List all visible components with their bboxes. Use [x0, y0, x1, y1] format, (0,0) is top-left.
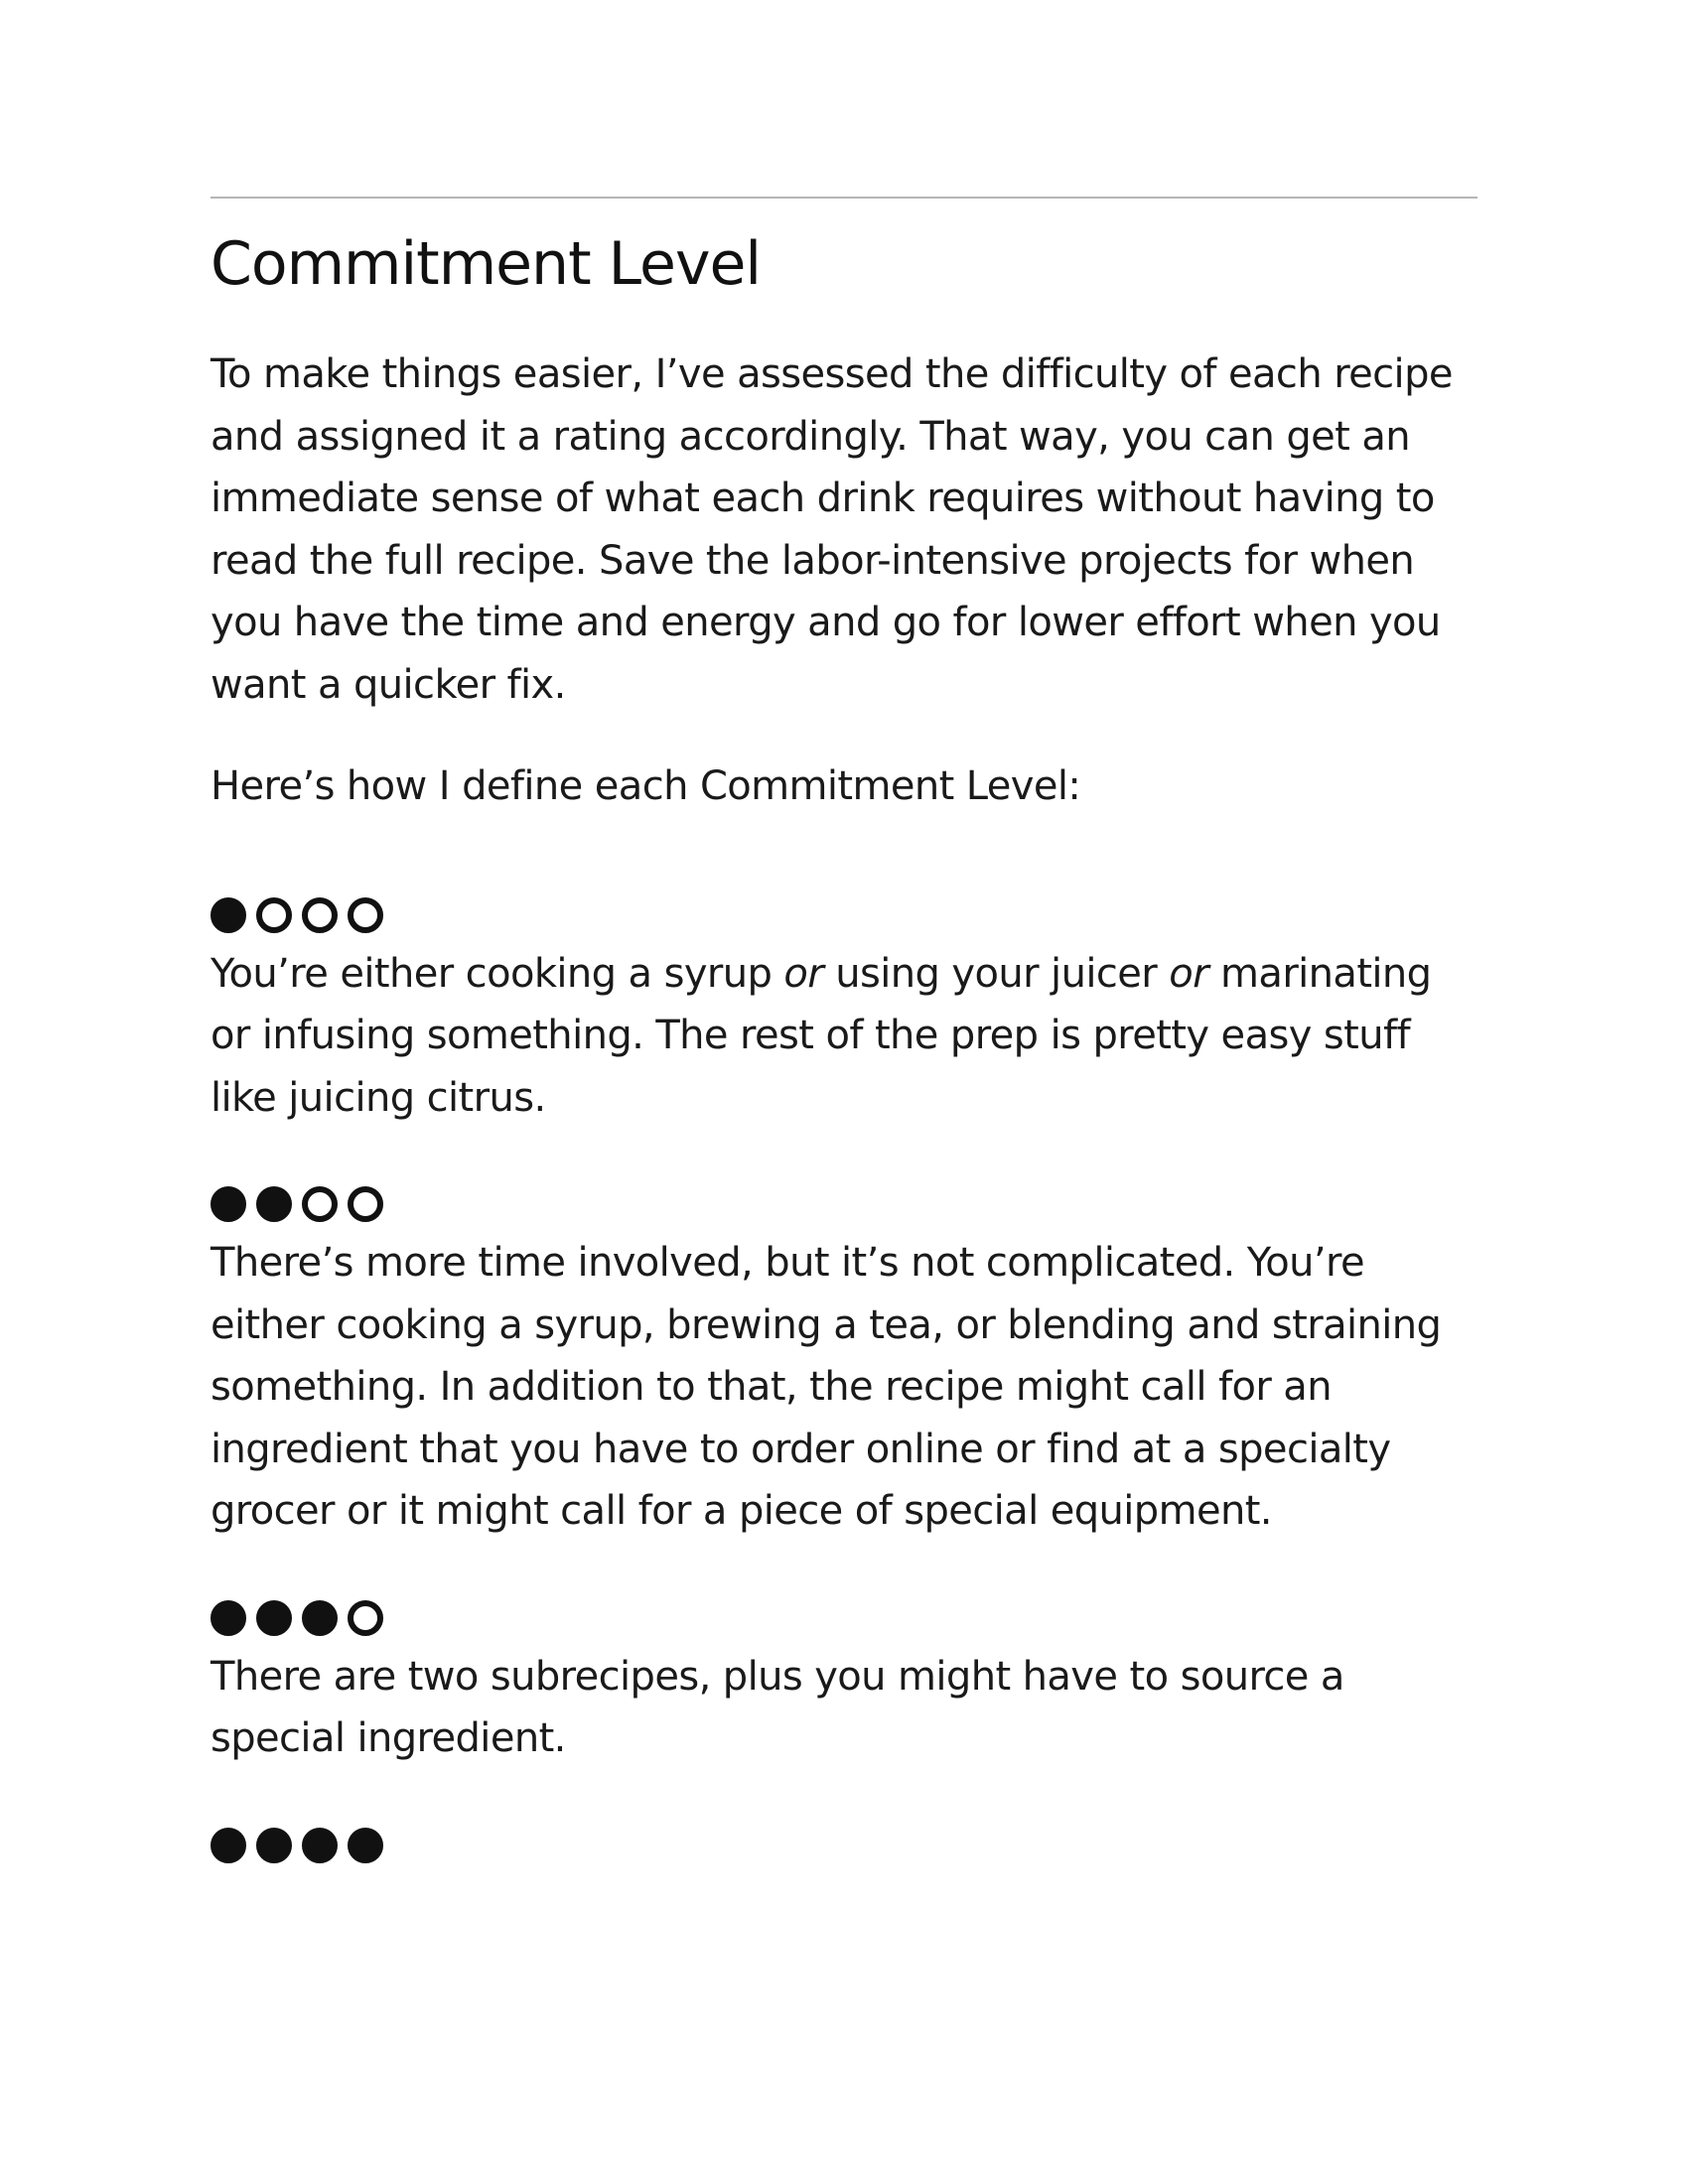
level-1-text-c: marinating or infusing something. The rest of the prep is pretty easy stuff like juicing citrus. [211, 950, 1432, 1121]
empty-dot-icon [302, 1186, 338, 1222]
filled-dot-icon [256, 1828, 292, 1863]
filled-dot-icon [348, 1828, 383, 1863]
filled-dot-icon [302, 1828, 338, 1863]
filled-dot-icon [256, 1186, 292, 1222]
rating-dots [211, 1828, 1477, 1863]
section-title: Commitment Level [211, 229, 762, 299]
page [211, 197, 1477, 1921]
filled-dot-icon [302, 1600, 338, 1636]
empty-dot-icon [256, 897, 292, 933]
level-1-emphasis-or: or [783, 950, 824, 997]
rating-dots [211, 1600, 1477, 1636]
filled-dot-icon [211, 1828, 246, 1863]
filled-dot-icon [211, 1186, 246, 1222]
level-1 [211, 897, 1477, 1130]
level-1-text-a: You’re either cooking a syrup [211, 950, 784, 997]
rating-dots [211, 1186, 1477, 1222]
empty-dot-icon [348, 897, 383, 933]
howto-paragraph: Here’s how I define each Commitment Level: [211, 763, 1081, 809]
rating-dots [211, 897, 1477, 933]
level-1-description [211, 943, 1477, 1130]
level-3 [211, 1600, 1477, 1770]
level-3-description: There are two subrecipes, plus you might have to source a special ingredient. [211, 1653, 1344, 1761]
level-1-text-b: using your juicer [823, 950, 1170, 997]
level-4 [211, 1828, 1477, 1863]
top-rule [211, 197, 1477, 199]
empty-dot-icon [348, 1600, 383, 1636]
empty-dot-icon [348, 1186, 383, 1222]
level-2 [211, 1186, 1477, 1543]
filled-dot-icon [256, 1600, 292, 1636]
level-1-emphasis-or: or [1169, 950, 1208, 997]
empty-dot-icon [302, 897, 338, 933]
filled-dot-icon [211, 897, 246, 933]
filled-dot-icon [211, 1600, 246, 1636]
level-2-description: There’s more time involved, but it’s not complicated. You’re either cooking a syrup, brewing a tea, or blending and straining something. In addition to that, the recipe might call for an ingredient that you have to order online or find at a specialty grocer or it might call for a piece of special equipment. [211, 1240, 1442, 1534]
intro-paragraph: To make things easier, I’ve assessed the difficulty of each recipe and assigned it a rating accordingly. That way, you can get an immediate sense of what each drink requires without having to read the full recipe. Save the labor-intensive projects for when you have the time and energy and go for lower effort when you want a quicker fix. [211, 351, 1453, 708]
